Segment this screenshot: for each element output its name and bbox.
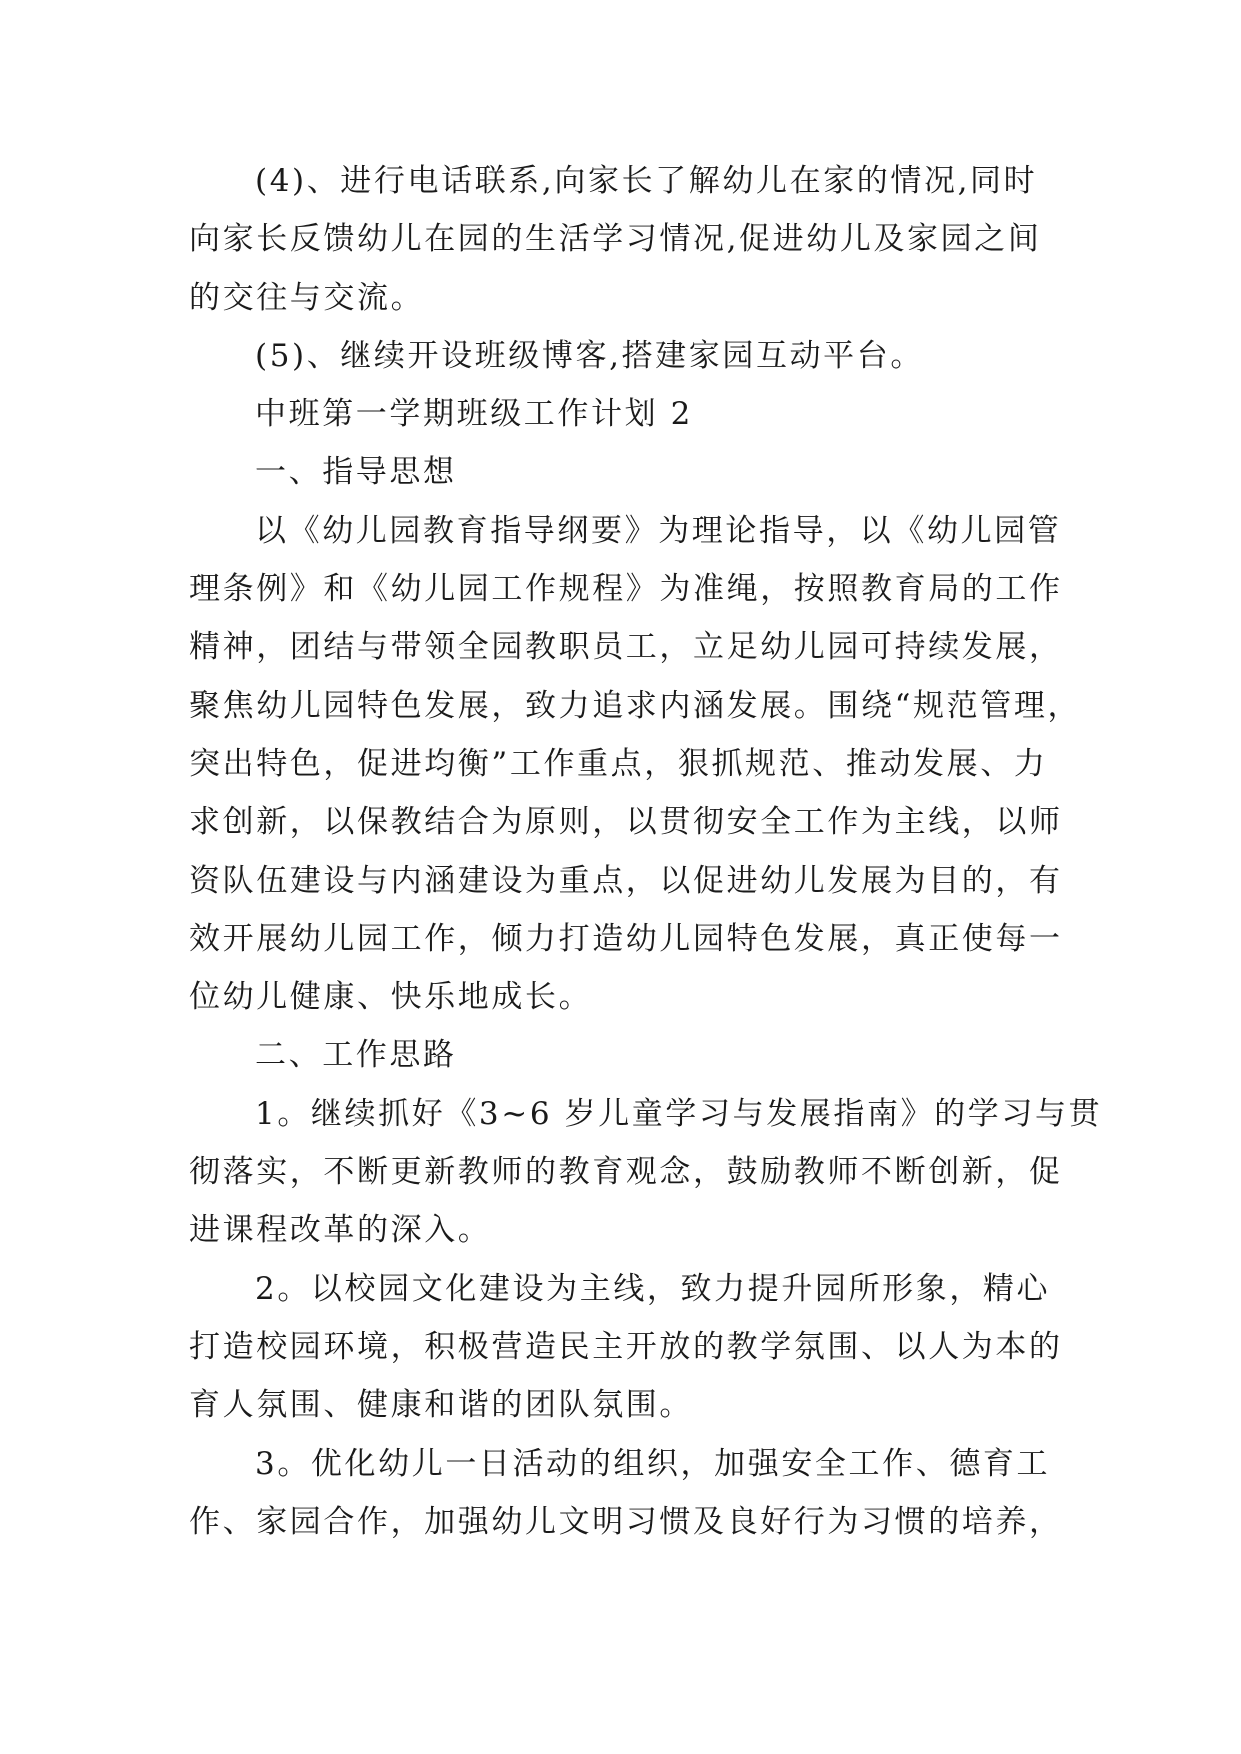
text-line: 作、家园合作，加强幼儿文明习惯及良好行为习惯的培养， bbox=[189, 1503, 1063, 1540]
text-line: 2。以校园文化建设为主线，致力提升园所形象，精心 bbox=[255, 1270, 1051, 1307]
text-line: 一、指导思想 bbox=[255, 454, 457, 491]
text-line: 向家长反馈幼儿在园的生活学习情况,促进幼儿及家园之间 bbox=[189, 221, 1042, 258]
text-line: 资队伍建设与内涵建设为重点，以促进幼儿发展为目的，有 bbox=[189, 862, 1063, 899]
text-line: 中班第一学期班级工作计划 2 bbox=[255, 396, 693, 433]
text-line: 突出特色，促进均衡”工作重点，狠抓规范、推动发展、力 bbox=[189, 745, 1048, 782]
document-body bbox=[189, 152, 1103, 1551]
text-line: (5)、继续开设班级博客,搭建家园互动平台。 bbox=[255, 337, 924, 374]
text-line: 1。继续抓好《3~6 岁儿童学习与发展指南》的学习与贯 bbox=[255, 1095, 1103, 1132]
text-line: 理条例》和《幼儿园工作规程》为准绳，按照教育局的工作 bbox=[189, 571, 1063, 608]
paragraph-guiding-ideology bbox=[189, 502, 1082, 1027]
paragraph-item-2 bbox=[189, 1260, 1069, 1435]
heading-work-approach bbox=[189, 1026, 1069, 1084]
paragraph-item-3 bbox=[189, 1435, 1069, 1552]
text-line: 育人氛围、健康和谐的团队氛围。 bbox=[189, 1387, 693, 1424]
paragraph-item-1 bbox=[189, 1085, 1103, 1260]
text-line: 精神，团结与带领全园教职员工，立足幼儿园可持续发展， bbox=[189, 629, 1063, 666]
text-line: 以《幼儿园教育指导纲要》为理论指导，以《幼儿园管 bbox=[255, 512, 1062, 549]
text-line: 进课程改革的深入。 bbox=[189, 1212, 492, 1249]
text-line: 彻落实，不断更新教师的教育观念，鼓励教师不断创新，促 bbox=[189, 1154, 1063, 1191]
text-line: 二、工作思路 bbox=[255, 1037, 457, 1074]
text-line: 聚焦幼儿园特色发展，致力追求内涵发展。围绕“规范管理， bbox=[189, 687, 1082, 724]
text-line: 打造校园环境，积极营造民主开放的教学氛围、以人为本的 bbox=[189, 1328, 1063, 1365]
heading-guiding-ideology bbox=[189, 443, 1069, 501]
text-line: 效开展幼儿园工作，倾力打造幼儿园特色发展，真正使每一 bbox=[189, 920, 1063, 957]
text-line: (4)、进行电话联系,向家长了解幼儿在家的情况,同时 bbox=[255, 163, 1038, 199]
text-line: 位幼儿健康、快乐地成长。 bbox=[189, 979, 593, 1016]
text-line: 求创新，以保教结合为原则，以贯彻安全工作为主线，以师 bbox=[189, 804, 1063, 841]
paragraph-class-blog bbox=[189, 327, 1069, 385]
paragraph-phone-contact bbox=[189, 152, 1069, 327]
text-line: 的交往与交流。 bbox=[189, 279, 425, 316]
text-line: 3。优化幼儿一日活动的组织，加强安全工作、德育工 bbox=[255, 1445, 1051, 1482]
section-title bbox=[189, 385, 1069, 443]
